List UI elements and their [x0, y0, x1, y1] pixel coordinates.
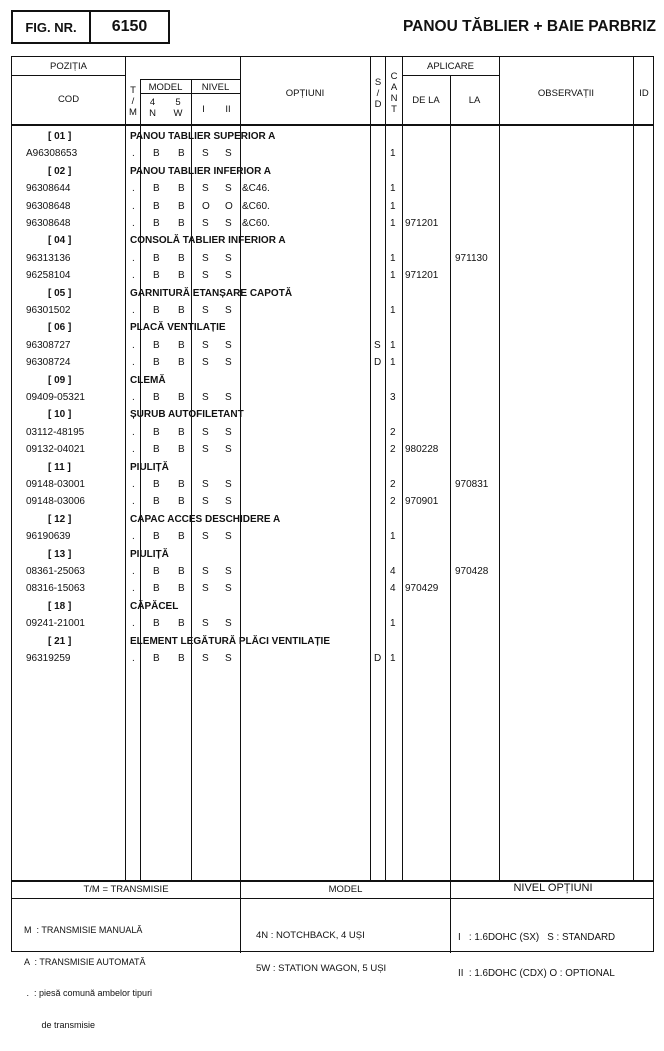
- group-description: PANOU TABLIER INFERIOR A: [130, 165, 271, 177]
- model-4n-cell: B: [153, 531, 160, 543]
- part-code: 96319259: [26, 653, 71, 664]
- nivel-1-cell: S: [202, 426, 209, 438]
- model-4n-cell: B: [153, 618, 160, 630]
- transmission-cell: .: [132, 392, 135, 403]
- model-5w-cell: B: [178, 270, 185, 282]
- position-code: [ 21 ]: [48, 635, 72, 647]
- part-code: 09241-21001: [26, 618, 85, 630]
- transmission-cell: .: [132, 148, 135, 160]
- table-row: [12, 145, 653, 162]
- group-row: [12, 372, 653, 389]
- date-to-cell: 970428: [455, 566, 489, 577]
- header-cant: C A N T: [390, 71, 398, 115]
- part-code: 09148-03001: [26, 479, 85, 490]
- model-5w-cell: B: [178, 148, 185, 160]
- group-description: GARNITURĂ ETANȘARE CAPOTĂ: [130, 287, 293, 299]
- quantity-cell: 1: [390, 357, 396, 369]
- nivel-1-cell: S: [202, 531, 209, 543]
- nivel-2-cell: S: [225, 392, 232, 403]
- nivel-1-cell: S: [202, 392, 209, 403]
- model-4n-cell: B: [153, 148, 160, 160]
- part-code: 96301502: [26, 305, 71, 316]
- nivel-2-cell: S: [225, 305, 232, 316]
- group-description: PANOU TABLIER SUPERIOR A: [130, 131, 276, 142]
- group-row: [12, 128, 653, 145]
- part-code: 09409-05321: [26, 392, 85, 403]
- legend-nivel-lines: I : 1.6DOHC (SX) S : STANDARD II : 1.6DOHC (CDX) O : OPTIONAL: [458, 932, 616, 979]
- model-5w-cell: B: [178, 496, 185, 508]
- date-from-cell: 970429: [405, 583, 439, 595]
- nivel-1-cell: O: [202, 200, 210, 212]
- part-code: 08361-25063: [26, 566, 85, 577]
- transmission-cell: .: [132, 583, 135, 595]
- part-code: 96308648: [26, 200, 71, 212]
- model-5w-cell: B: [178, 618, 185, 630]
- model-5w-cell: B: [178, 357, 185, 369]
- date-from-cell: 971201: [405, 270, 439, 282]
- quantity-cell: 2: [390, 444, 396, 456]
- model-4n-cell: B: [153, 392, 160, 403]
- table-row: [12, 180, 653, 197]
- group-description: ELEMENT LEGĂTURĂ PLĂCI VENTILAȚIE: [130, 635, 330, 647]
- nivel-1-cell: S: [202, 583, 209, 595]
- transmission-cell: .: [132, 357, 135, 369]
- nivel-2-cell: S: [225, 148, 232, 160]
- part-code: 08316-15063: [26, 583, 85, 595]
- table-row: [12, 441, 653, 458]
- header-model-4n: 4 N: [149, 97, 156, 119]
- model-5w-cell: B: [178, 583, 185, 595]
- quantity-cell: 4: [390, 583, 396, 595]
- quantity-cell: 1: [390, 200, 396, 212]
- transmission-cell: .: [132, 566, 135, 577]
- group-description: PIULIȚĂ: [130, 461, 169, 473]
- nivel-1-cell: S: [202, 218, 209, 229]
- model-5w-cell: B: [178, 392, 185, 403]
- model-4n-cell: B: [153, 252, 160, 264]
- nivel-1-cell: S: [202, 148, 209, 160]
- table-row: [12, 493, 653, 510]
- model-5w-cell: B: [178, 653, 185, 664]
- transmission-cell: .: [132, 653, 135, 664]
- nivel-2-cell: S: [225, 426, 232, 438]
- divider: [140, 93, 240, 94]
- table-row: [12, 215, 653, 232]
- header-tm: T / M: [129, 85, 137, 118]
- divider: [12, 75, 125, 76]
- divider: [140, 79, 240, 80]
- group-row: [12, 163, 653, 180]
- header-model: MODEL: [148, 82, 183, 93]
- nivel-1-cell: S: [202, 339, 209, 351]
- model-4n-cell: B: [153, 566, 160, 577]
- table-row: [12, 615, 653, 632]
- quantity-cell: 1: [390, 653, 396, 664]
- nivel-1-cell: S: [202, 653, 209, 664]
- quantity-cell: 1: [390, 148, 396, 160]
- transmission-cell: .: [132, 479, 135, 490]
- group-row: [12, 406, 653, 423]
- table-row: [12, 337, 653, 354]
- nivel-1-cell: S: [202, 444, 209, 456]
- model-4n-cell: B: [153, 270, 160, 282]
- options-cell: &C60.: [242, 218, 270, 229]
- header-optiuni: OPȚIUNI: [285, 88, 325, 99]
- part-code: 03112-48195: [26, 426, 85, 438]
- transmission-cell: .: [132, 183, 135, 195]
- part-code: 96190639: [26, 531, 71, 543]
- quantity-cell: 1: [390, 531, 396, 543]
- group-description: CAPAC ACCES DESCHIDERE A: [130, 513, 281, 525]
- model-4n-cell: B: [153, 357, 160, 369]
- nivel-1-cell: S: [202, 357, 209, 369]
- nivel-2-cell: S: [225, 479, 232, 490]
- header-pozitia: POZIȚIA: [50, 61, 87, 72]
- page-title: PANOU TĂBLIER + BAIE PARBRIZ: [402, 18, 656, 35]
- transmission-cell: .: [132, 496, 135, 508]
- nivel-1-cell: S: [202, 270, 209, 282]
- model-4n-cell: B: [153, 496, 160, 508]
- transmission-cell: .: [132, 200, 135, 212]
- nivel-2-cell: S: [225, 496, 232, 508]
- nivel-2-cell: S: [225, 531, 232, 543]
- nivel-1-cell: S: [202, 479, 209, 490]
- header-observatii: OBSERVAȚII: [537, 88, 595, 99]
- model-5w-cell: B: [178, 218, 185, 229]
- figure-number: 6150: [111, 18, 148, 35]
- position-code: [ 13 ]: [48, 548, 72, 560]
- position-code: [ 02 ]: [48, 165, 72, 177]
- table-row: [12, 354, 653, 371]
- nivel-1-cell: S: [202, 305, 209, 316]
- nivel-2-cell: O: [225, 200, 233, 212]
- model-4n-cell: B: [153, 426, 160, 438]
- model-4n-cell: B: [153, 479, 160, 490]
- quantity-cell: 1: [390, 218, 396, 229]
- nivel-2-cell: S: [225, 183, 232, 195]
- group-description: CLEMĂ: [130, 374, 166, 386]
- figure-label: FIG. NR.: [13, 12, 91, 42]
- model-4n-cell: B: [153, 218, 160, 229]
- table-body: [12, 128, 653, 878]
- group-row: [12, 319, 653, 336]
- date-from-cell: 970901: [405, 496, 439, 508]
- quantity-cell: 1: [390, 183, 396, 195]
- quantity-cell: 4: [390, 566, 396, 577]
- nivel-1-cell: S: [202, 252, 209, 264]
- group-description: ȘURUB AUTOFILETANT: [130, 409, 244, 421]
- quantity-cell: 3: [390, 392, 396, 403]
- header-id: ID: [639, 88, 649, 99]
- group-row: [12, 598, 653, 615]
- legend-model-lines: 4N : NOTCHBACK, 4 UȘI 5W : STATION WAGON, 5 UȘI: [256, 930, 387, 974]
- date-to-cell: 970831: [455, 479, 489, 490]
- header-model-5w: 5 W: [173, 97, 183, 119]
- table-row: [12, 302, 653, 319]
- side-cell: D: [374, 653, 382, 664]
- group-description: CONSOLĂ TABLIER INFERIOR A: [130, 235, 286, 247]
- part-code: 96308724: [26, 357, 71, 369]
- quantity-cell: 2: [390, 426, 396, 438]
- table-row: [12, 650, 653, 667]
- model-4n-cell: B: [153, 444, 160, 456]
- table-row: [12, 267, 653, 284]
- date-from-cell: 980228: [405, 444, 439, 456]
- position-code: [ 10 ]: [48, 409, 72, 421]
- transmission-cell: .: [132, 426, 135, 438]
- header-aplicare: APLICARE: [427, 61, 474, 72]
- model-5w-cell: B: [178, 305, 185, 316]
- group-row: [12, 633, 653, 650]
- side-cell: D: [374, 357, 382, 369]
- transmission-cell: .: [132, 218, 135, 229]
- model-5w-cell: B: [178, 566, 185, 577]
- group-description: PLACĂ VENTILAȚIE: [130, 322, 226, 334]
- transmission-cell: .: [132, 618, 135, 630]
- position-code: [ 18 ]: [48, 600, 72, 612]
- quantity-cell: 2: [390, 496, 396, 508]
- nivel-2-cell: S: [225, 218, 232, 229]
- side-cell: S: [374, 339, 381, 351]
- header-nivel: NIVEL: [201, 82, 230, 93]
- table-row: [12, 198, 653, 215]
- header-de-la: DE LA: [412, 95, 440, 106]
- position-code: [ 06 ]: [48, 322, 72, 334]
- group-row: [12, 511, 653, 528]
- quantity-cell: 1: [390, 252, 396, 264]
- model-4n-cell: B: [153, 653, 160, 664]
- nivel-2-cell: S: [225, 444, 232, 456]
- nivel-1-cell: S: [202, 566, 209, 577]
- header-sd: S / D: [374, 77, 382, 110]
- group-description: PIULIȚĂ: [130, 548, 169, 560]
- position-code: [ 11 ]: [48, 461, 71, 473]
- table-row: [12, 424, 653, 441]
- quantity-cell: 1: [390, 618, 396, 630]
- model-5w-cell: B: [178, 531, 185, 543]
- date-to-cell: 971130: [455, 252, 488, 264]
- table-row: [12, 389, 653, 406]
- model-4n-cell: B: [153, 583, 160, 595]
- model-4n-cell: B: [153, 183, 160, 195]
- position-code: [ 01 ]: [48, 131, 72, 142]
- part-code: 09148-03006: [26, 496, 85, 508]
- table-row: [12, 528, 653, 545]
- footer-title-divider: [12, 898, 653, 899]
- legend-tm-lines: M : TRANSMISIE MANUALĂ A : TRANSMISIE AUTOMATĂ . : piesă comună ambelor tipuri de transmisie: [24, 925, 153, 1030]
- position-code: [ 09 ]: [48, 374, 72, 386]
- nivel-2-cell: S: [225, 339, 232, 351]
- part-code: 96308648: [26, 218, 71, 229]
- quantity-cell: 1: [390, 305, 396, 316]
- legend-tm-title: T/M = TRANSMISIE: [83, 884, 169, 895]
- header-la: LA: [468, 95, 481, 106]
- options-cell: &C60.: [242, 200, 270, 212]
- transmission-cell: .: [132, 252, 135, 264]
- model-5w-cell: B: [178, 200, 185, 212]
- transmission-cell: .: [132, 270, 135, 282]
- group-row: [12, 459, 653, 476]
- options-cell: &C46.: [242, 183, 270, 195]
- date-from-cell: 971201: [405, 218, 439, 229]
- legend-nivel-title: NIVEL OPȚIUNI: [513, 882, 593, 894]
- part-code: 96308727: [26, 339, 71, 351]
- model-4n-cell: B: [153, 305, 160, 316]
- table-row: [12, 580, 653, 597]
- model-5w-cell: B: [178, 183, 185, 195]
- nivel-2-cell: S: [225, 618, 232, 630]
- model-5w-cell: B: [178, 479, 185, 490]
- model-5w-cell: B: [178, 252, 185, 264]
- model-5w-cell: B: [178, 444, 185, 456]
- nivel-1-cell: S: [202, 183, 209, 195]
- nivel-2-cell: S: [225, 583, 232, 595]
- model-5w-cell: B: [178, 339, 185, 351]
- model-4n-cell: B: [153, 339, 160, 351]
- legend-model-title: MODEL: [328, 884, 363, 895]
- quantity-cell: 1: [390, 270, 396, 282]
- transmission-cell: .: [132, 444, 135, 456]
- nivel-2-cell: S: [225, 357, 232, 369]
- nivel-2-cell: S: [225, 252, 232, 264]
- table-row: [12, 563, 653, 580]
- part-code: 96308644: [26, 183, 71, 195]
- header-cod: COD: [57, 94, 80, 105]
- nivel-2-cell: S: [225, 653, 232, 664]
- quantity-cell: 1: [390, 339, 396, 351]
- figure-number-box: [11, 10, 170, 44]
- transmission-cell: .: [132, 339, 135, 351]
- part-code: 96258104: [26, 270, 71, 282]
- position-code: [ 04 ]: [48, 235, 72, 247]
- nivel-1-cell: S: [202, 618, 209, 630]
- group-row: [12, 232, 653, 249]
- parts-table: [11, 56, 654, 1030]
- header-nivel-2: II: [225, 104, 231, 115]
- nivel-2-cell: S: [225, 270, 232, 282]
- table-row: [12, 250, 653, 267]
- header-nivel-1: I: [202, 104, 205, 115]
- transmission-cell: .: [132, 531, 135, 543]
- model-5w-cell: B: [178, 426, 185, 438]
- part-code: 96313136: [26, 252, 71, 264]
- nivel-2-cell: S: [225, 566, 232, 577]
- part-code: A96308653: [26, 148, 78, 160]
- transmission-cell: .: [132, 305, 135, 316]
- quantity-cell: 2: [390, 479, 396, 490]
- group-row: [12, 546, 653, 563]
- table-row: [12, 476, 653, 493]
- nivel-1-cell: S: [202, 496, 209, 508]
- position-code: [ 12 ]: [48, 513, 72, 525]
- model-4n-cell: B: [153, 200, 160, 212]
- part-code: 09132-04021: [26, 444, 85, 456]
- header-divider: [12, 124, 653, 126]
- group-row: [12, 285, 653, 302]
- position-code: [ 05 ]: [48, 287, 72, 299]
- group-description: CĂPĂCEL: [130, 600, 179, 612]
